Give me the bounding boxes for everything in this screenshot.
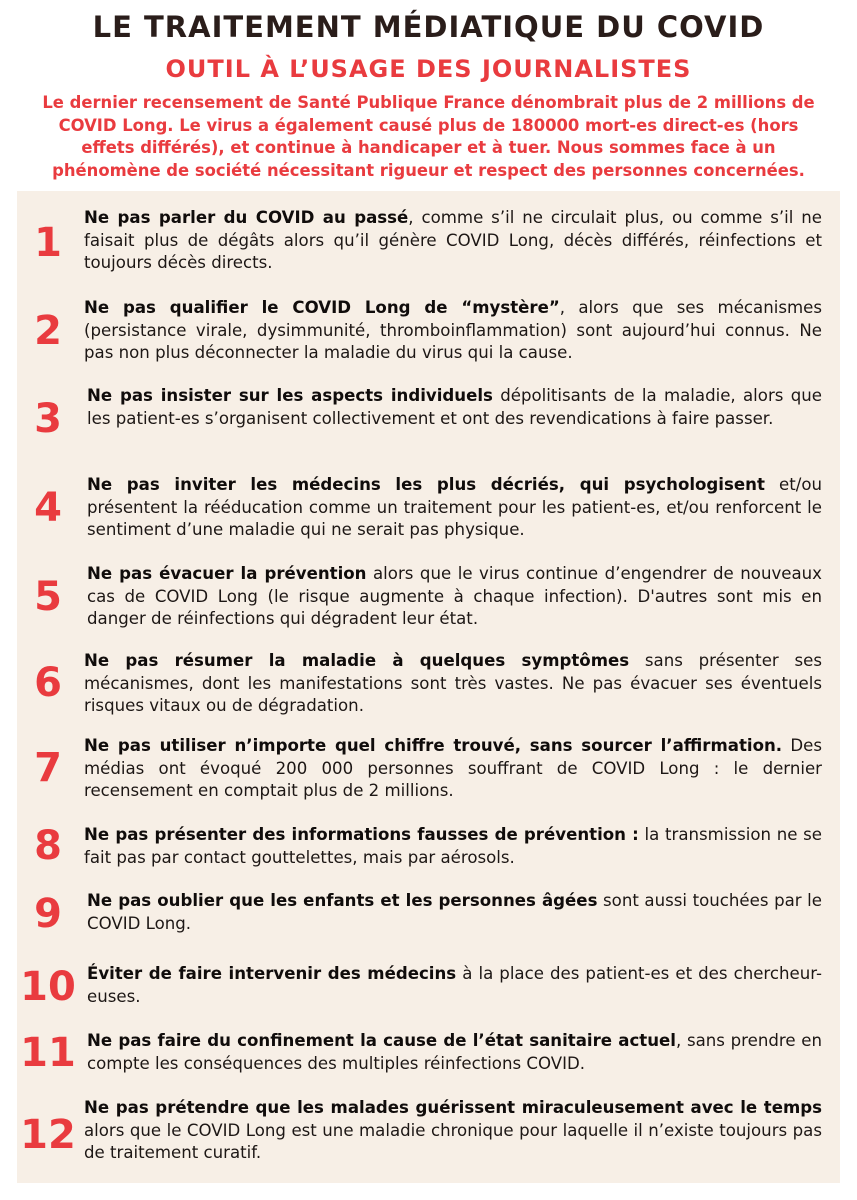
item-number: 1 [34,220,62,266]
item-body-text: et/ou présentent la rééducation comme un traitement pour les patient-es, et/ou renforcent le sentiment d’une maladie qui ne serait pas physique. [87,475,822,539]
item-number: 10 [20,964,76,1010]
item-bold-text: Ne pas résumer la maladie à quelques symptômes [84,651,630,670]
item-text [84,735,822,803]
item-body-text: alors que le COVID Long est une maladie chronique pour laquelle il n’existe toujours pas de traitement curatif. [84,1120,822,1162]
item-number: 7 [34,745,62,791]
page-subtitle: OUTIL À L’USAGE DES JOURNALISTES [165,55,692,83]
item-text [87,1030,822,1075]
intro-paragraph: Le dernier recensement de Santé Publique France dénombrait plus de 2 millions de COVID Long. Le virus a également causé plus de 180000 mort-es direct-es (hors effets différés), et continue à handicaper et à tuer. Nous sommes face à un phénomène de société nécessitant rigueur et respect des personnes concernées. [42,93,815,180]
item-text [87,474,822,542]
item-number: 3 [34,396,62,442]
item-number: 2 [34,308,62,354]
item-bold-text: Ne pas oublier que les enfants et les personnes âgées [87,891,598,910]
item-bold-text: Ne pas qualifier le COVID Long de “mystère” [84,298,560,317]
item-body-text: sans présenter ses mécanismes, dont les manifestations sont très vastes. Ne pas évacuer ses éventuels risques vitaux ou de dégradation. [84,651,822,715]
item-bold-text: Ne pas présenter des informations fausses de prévention : [84,825,639,844]
page-title: LE TRAITEMENT MÉDIATIQUE DU COVID [92,10,765,44]
item-bold-text: Ne pas inviter les médecins les plus décriés, qui psychologisent [87,475,765,494]
item-body-text: à la place des patient-es et des chercheur-euses. [87,964,822,1006]
item-body-text: la transmission ne se fait pas par contact gouttelettes, mais par aérosols. [84,825,822,867]
guidelines-panel [17,191,840,1183]
item-bold-text: Éviter de faire intervenir des médecins [87,964,457,983]
item-body-text: Des médias ont évoqué 200 000 personnes souffrant de COVID Long : le dernier recensement en comptait plus de 2 millions. [84,736,822,800]
item-bold-text: Ne pas utiliser n’importe quel chiffre trouvé, sans sourcer l’affirmation. [84,736,783,755]
item-bold-text: Ne pas faire du confinement la cause de l’état sanitaire actuel [87,1031,676,1050]
item-bold-text: Ne pas prétendre que les malades guérissent miraculeusement avec le temps [84,1098,822,1117]
item-text [87,963,822,1008]
item-body-text: alors que le virus continue d’engendrer de nouveaux cas de COVID Long (le risque augmente à chaque infection). D'autres sont mis en danger de réinfections qui dégradent leur état. [87,564,822,628]
item-bold-text: Ne pas évacuer la prévention [87,564,367,583]
item-number: 12 [20,1112,76,1158]
item-text [87,385,822,430]
item-body-text: , alors que ses mécanismes (persistance virale, dysimmunité, thromboinflammation) sont aujourd’hui connus. Ne pas non plus déconnecter la maladie du virus qui la cause. [84,298,822,362]
item-text [84,297,822,365]
item-body-text: dépolitisants de la maladie, alors que les patient-es s’organisent collectivement et ont des revendications à faire passer. [87,386,822,428]
item-bold-text: Ne pas insister sur les aspects individuels [87,386,493,405]
item-number: 9 [34,891,62,937]
item-text [87,563,822,631]
item-number: 6 [34,660,62,706]
item-text [84,650,822,718]
item-body-text: , comme s’il ne circulait plus, ou comme s’il ne faisait plus de dégâts alors qu’il génère COVID Long, décès différés, réinfections et toujours décès directs. [84,208,822,272]
item-number: 5 [34,574,62,620]
item-number: 4 [34,485,62,531]
item-text [84,824,822,869]
item-text [87,890,822,935]
item-text [84,207,822,275]
item-text [84,1097,822,1165]
item-number: 8 [34,823,62,869]
item-number: 11 [20,1030,76,1076]
item-body-text: sont aussi touchées par le COVID Long. [87,891,822,933]
item-body-text: , sans prendre en compte les conséquences des multiples réinfections COVID. [87,1031,822,1073]
item-bold-text: Ne pas parler du COVID au passé [84,208,409,227]
